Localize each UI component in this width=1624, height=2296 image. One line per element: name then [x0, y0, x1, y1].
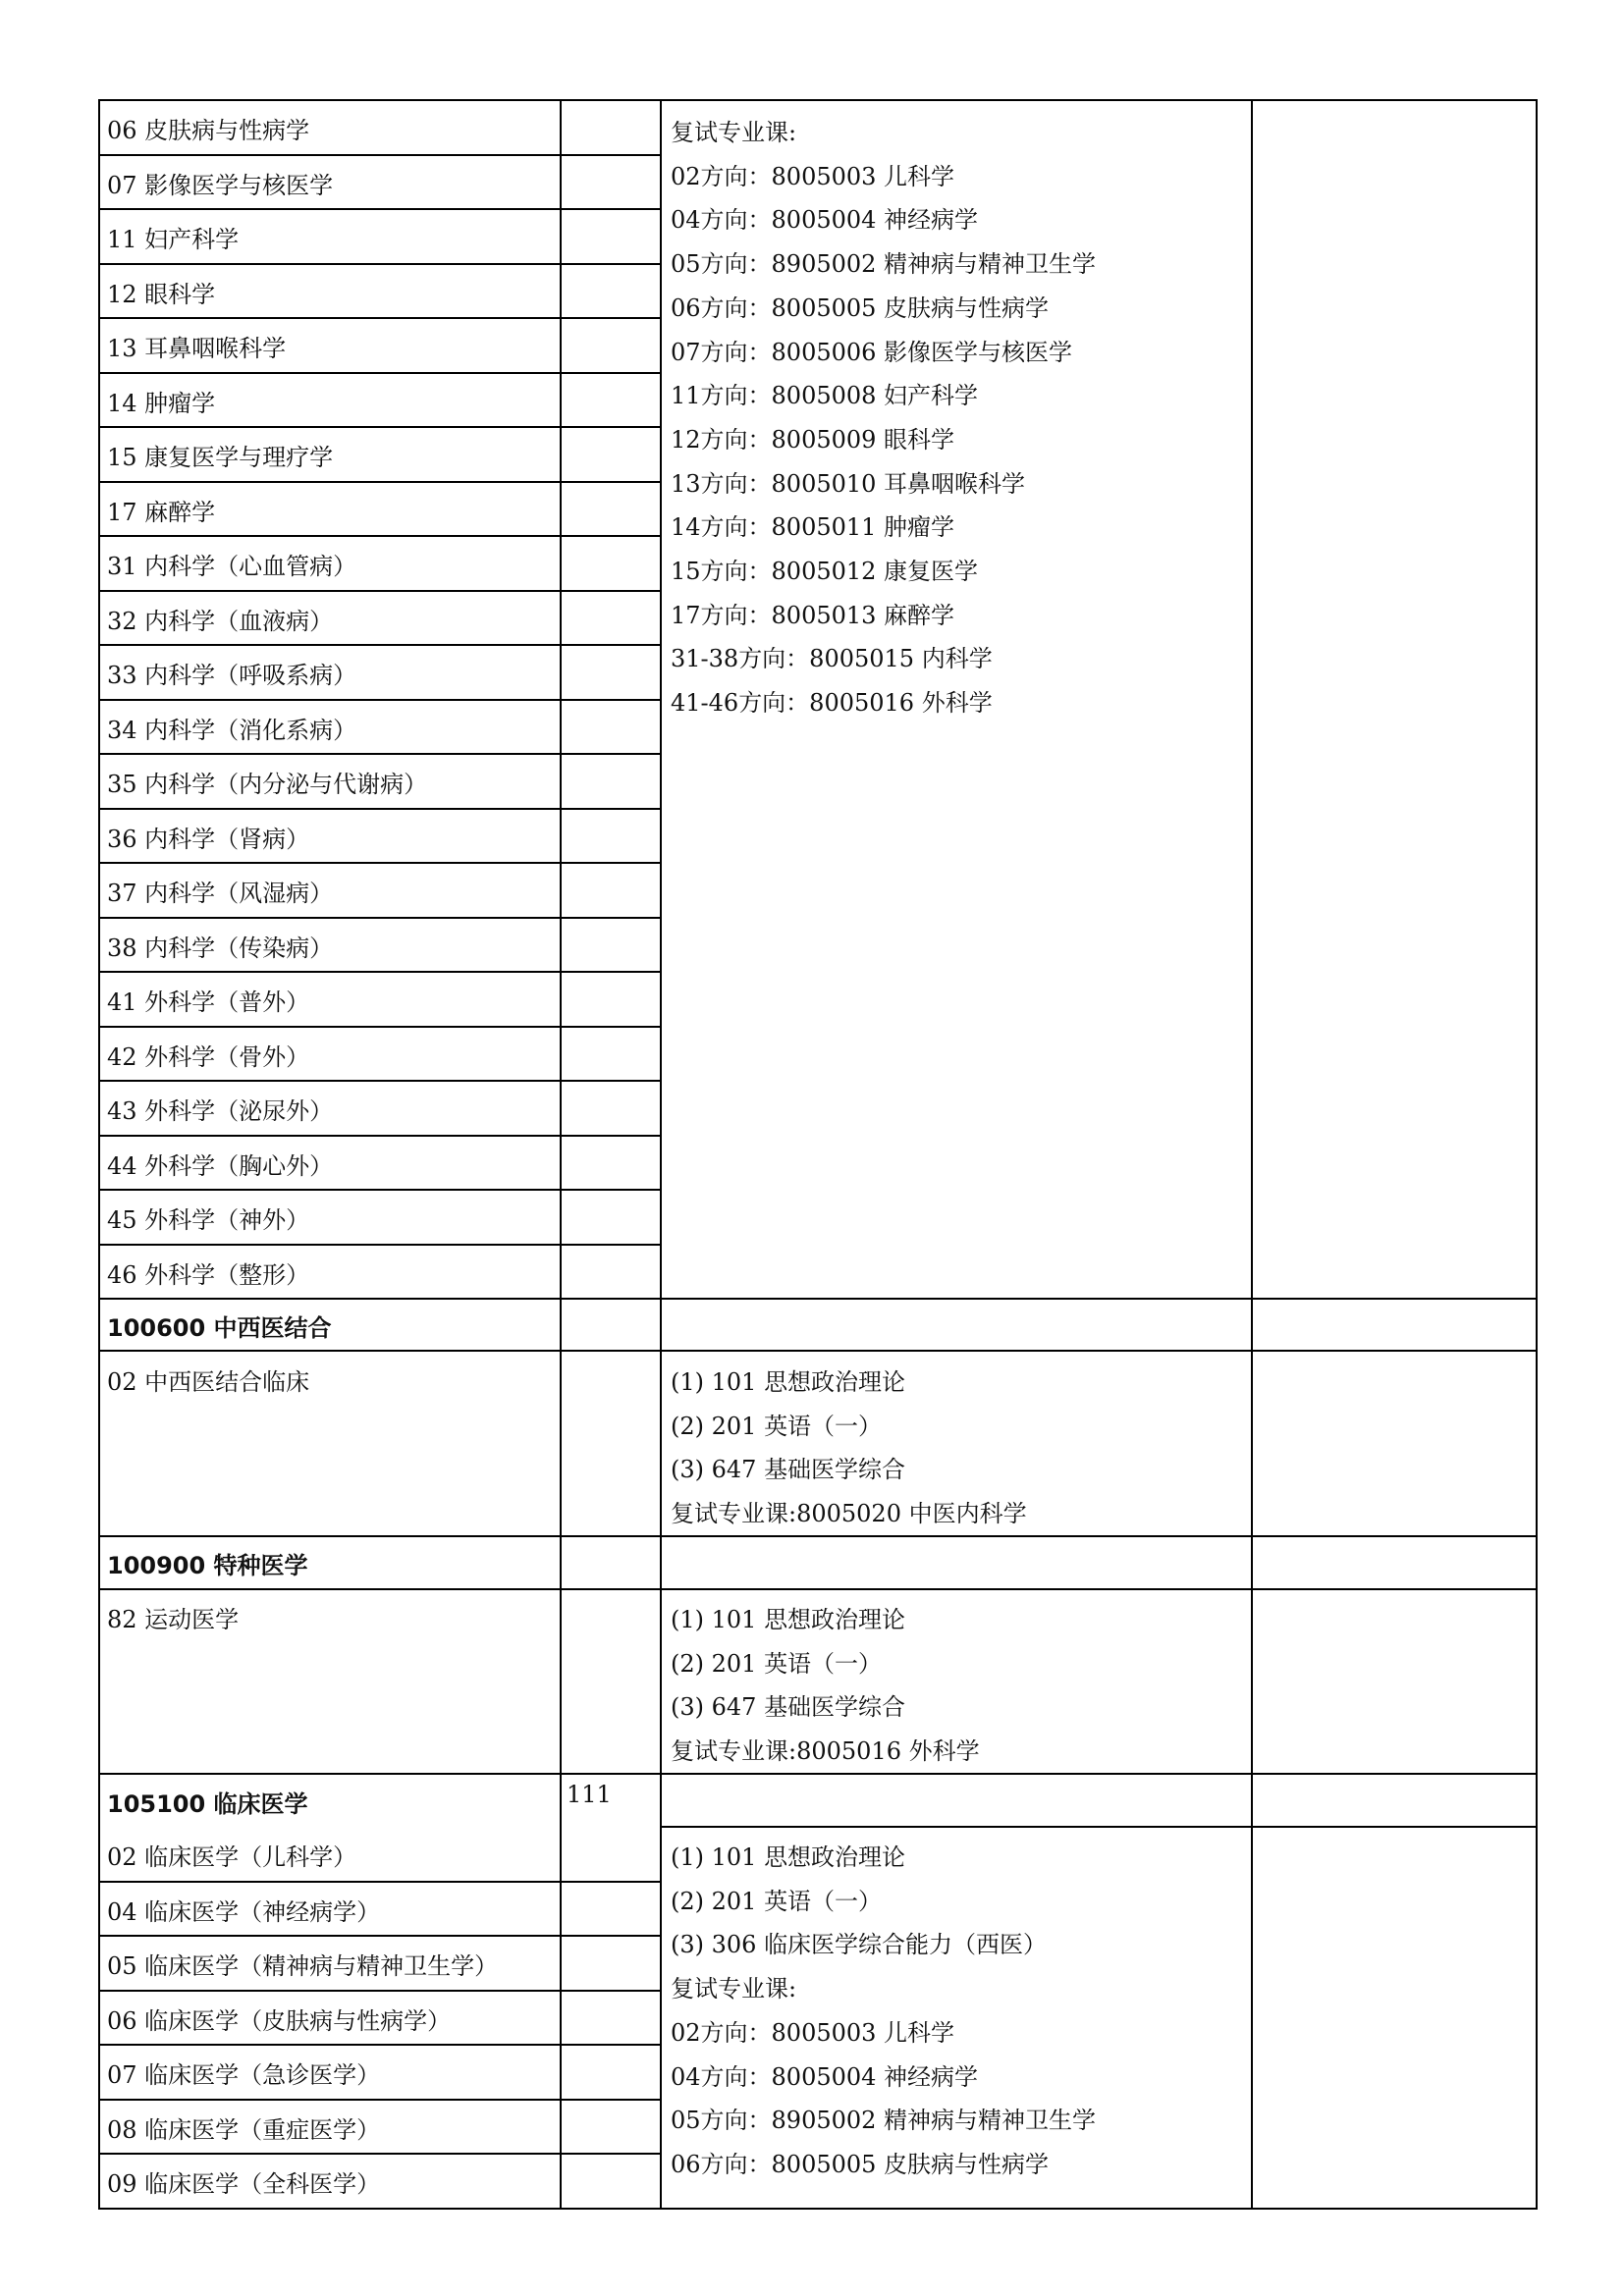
row-divider	[98, 2099, 662, 2101]
exam-subject-line: (2) 201 英语（一）	[671, 1412, 883, 1440]
section-separator	[98, 1773, 1538, 1775]
block3-direction: 82 运动医学	[107, 1606, 240, 1633]
exam-subject-line: 17方向：8005013 麻醉学	[671, 601, 955, 629]
direction-row-text: 12 眼科学	[107, 280, 216, 308]
exam-subject-line: 02方向：8005003 儿科学	[671, 162, 955, 190]
row-divider	[98, 2044, 662, 2046]
direction-row-text: 36 内科学（肾病）	[107, 825, 310, 853]
direction-row-text: 06 临床医学（皮肤病与性病学）	[107, 2006, 452, 2035]
direction-row-text: 34 内科学（消化系病）	[107, 716, 357, 744]
row-divider	[98, 1244, 662, 1246]
direction-row-text: 44 外科学（胸心外）	[107, 1151, 334, 1180]
block4-count: 111	[567, 1781, 612, 1808]
direction-row-text: 41 外科学（普外）	[107, 988, 310, 1016]
block4-header: 105100 临床医学	[107, 1790, 308, 1818]
direction-row-text: 08 临床医学（重症医学）	[107, 2115, 381, 2144]
block2-direction: 02 中西医结合临床	[107, 1368, 310, 1396]
direction-row-text: 07 影像医学与核医学	[107, 171, 334, 199]
row-divider	[98, 644, 662, 646]
exam-subject-line: 14方向：8005011 肿瘤学	[671, 513, 955, 542]
column-divider-2	[660, 99, 662, 2208]
direction-row-text: 11 妇产科学	[107, 226, 240, 253]
exam-subject-line: 11方向：8005008 妇产科学	[671, 382, 979, 410]
direction-row-text: 15 康复医学与理疗学	[107, 444, 334, 471]
row-divider	[98, 317, 662, 319]
direction-row-text: 07 临床医学（急诊医学）	[107, 2061, 381, 2089]
section-separator	[98, 1298, 1538, 1300]
row-divider	[98, 699, 662, 701]
row-divider	[98, 208, 662, 210]
exam-subject-line: 31-38方向：8005015 内科学	[671, 645, 993, 673]
row-divider	[98, 263, 662, 265]
row-divider	[98, 753, 662, 755]
exam-subject-line: 12方向：8005009 眼科学	[671, 425, 955, 454]
direction-row-text: 06 皮肤病与性病学	[107, 117, 310, 144]
direction-row-text: 37 内科学（风湿病）	[107, 880, 334, 907]
direction-row-text: 42 外科学（骨外）	[107, 1042, 310, 1071]
exam-subject-line: (1) 101 思想政治理论	[671, 1368, 906, 1396]
exam-subject-line: 02方向：8005003 儿科学	[671, 2018, 955, 2047]
exam-subject-line: 复试专业课:	[671, 1975, 797, 2003]
exam-subject-line: 04方向：8005004 神经病学	[671, 2062, 979, 2091]
section-separator	[98, 1588, 1538, 1590]
table-top-border	[98, 99, 1538, 101]
exam-subject-line: 05方向：8905002 精神病与精神卫生学	[671, 250, 1097, 279]
direction-row-text: 04 临床医学（神经病学）	[107, 1897, 381, 1926]
direction-row-text: 33 内科学（呼吸系病）	[107, 662, 357, 689]
row-divider	[98, 1080, 662, 1082]
exam-subject-line: 复试专业课:8005016 外科学	[671, 1737, 980, 1766]
exam-subject-line: (2) 201 英语（一）	[671, 1887, 883, 1915]
section-separator	[98, 1350, 1538, 1352]
exam-subject-line: (1) 101 思想政治理论	[671, 1843, 906, 1871]
exam-subject-line: 04方向：8005004 神经病学	[671, 206, 979, 235]
row-divider	[98, 154, 662, 156]
row-divider	[98, 971, 662, 973]
row-divider	[98, 1026, 662, 1028]
row-divider	[98, 862, 662, 864]
direction-row-text: 09 临床医学（全科医学）	[107, 2170, 381, 2198]
row-divider	[98, 1935, 662, 1937]
exam-subject-line: 13方向：8005010 耳鼻咽喉科学	[671, 469, 1026, 498]
direction-row-text: 32 内科学（血液病）	[107, 607, 334, 635]
direction-row-text: 43 外科学（泌尿外）	[107, 1097, 334, 1125]
row-divider	[98, 808, 662, 810]
column-divider-1	[560, 99, 562, 2208]
direction-row-text: 05 临床医学（精神病与精神卫生学）	[107, 1952, 499, 1980]
direction-row-text: 46 外科学（整形）	[107, 1260, 310, 1289]
row-divider	[98, 917, 662, 919]
direction-row-text: 31 内科学（心血管病）	[107, 553, 357, 580]
exam-subject-line: (2) 201 英语（一）	[671, 1649, 883, 1678]
direction-row-text: 35 内科学（内分泌与代谢病）	[107, 771, 428, 798]
exam-subject-line: 41-46方向：8005016 外科学	[671, 689, 993, 718]
table-bottom-border	[98, 2208, 1538, 2210]
exam-subject-line: (3) 647 基础医学综合	[671, 1456, 906, 1484]
direction-row-text: 02 临床医学（儿科学）	[107, 1843, 357, 1871]
direction-row-text: 14 肿瘤学	[107, 389, 216, 417]
row-divider	[98, 372, 662, 374]
block2-header: 100600 中西医结合	[107, 1314, 332, 1342]
exam-subject-line: 06方向：8005005 皮肤病与性病学	[671, 2150, 1050, 2178]
row-divider	[98, 1881, 662, 1883]
exam-subject-line: 06方向：8005005 皮肤病与性病学	[671, 294, 1050, 322]
row-divider	[98, 481, 662, 483]
table-left-border	[98, 99, 100, 2208]
row-divider	[98, 590, 662, 592]
exam-subject-line: (3) 306 临床医学综合能力（西医）	[671, 1931, 1048, 1959]
row-divider	[98, 1990, 662, 1992]
exam-subject-line: (3) 647 基础医学综合	[671, 1693, 906, 1722]
block3-header: 100900 特种医学	[107, 1552, 308, 1579]
exam-subject-line: (1) 101 思想政治理论	[671, 1606, 906, 1633]
section-separator	[98, 1535, 1538, 1537]
row-divider	[98, 2153, 662, 2155]
row-divider	[98, 1135, 662, 1137]
row-divider	[98, 535, 662, 537]
direction-row-text: 45 外科学（神外）	[107, 1206, 310, 1234]
direction-row-text: 17 麻醉学	[107, 498, 216, 526]
exam-subject-line: 07方向：8005006 影像医学与核医学	[671, 338, 1073, 366]
direction-row-text: 13 耳鼻咽喉科学	[107, 335, 287, 362]
section-separator	[660, 1826, 1538, 1828]
exam-subject-line: 15方向：8005012 康复医学	[671, 558, 979, 585]
direction-row-text: 38 内科学（传染病）	[107, 934, 334, 962]
row-divider	[98, 426, 662, 428]
exam-subject-line: 复试专业课:	[671, 119, 797, 146]
table-right-border	[1536, 99, 1538, 2208]
row-divider	[98, 1189, 662, 1191]
exam-subject-line: 05方向：8905002 精神病与精神卫生学	[671, 2107, 1097, 2135]
column-divider-3	[1251, 99, 1253, 2208]
exam-subject-line: 复试专业课:8005020 中医内科学	[671, 1500, 1027, 1528]
